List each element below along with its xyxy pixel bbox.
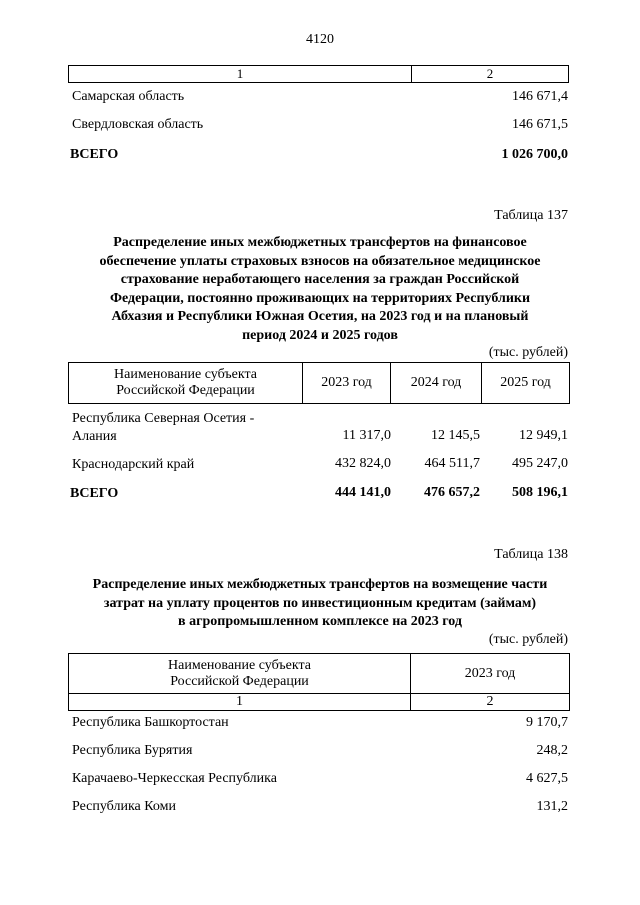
- header-2024: 2024 год: [391, 363, 482, 404]
- table138-header: [68, 653, 570, 711]
- row-name: [72, 410, 254, 446]
- title-line: Федерации, постоянно проживающих на территориях Республики: [109, 290, 531, 306]
- units-label: (тыс. рублей): [488, 345, 568, 360]
- value-2024: 12 145,5: [431, 428, 480, 443]
- header-2023: 2023 год: [303, 363, 391, 404]
- row-name: Свердловская область: [72, 117, 204, 132]
- header-col-1: 1: [69, 694, 411, 711]
- row-name-line: Республика Северная Осетия -: [72, 411, 255, 426]
- row-value: 146 671,5: [512, 117, 568, 132]
- row-value: 146 671,4: [512, 89, 568, 104]
- prev-table-header: [68, 65, 569, 83]
- table-row: [72, 456, 568, 474]
- row-name: Краснодарский край: [72, 457, 195, 472]
- header-2023: 2023 год: [411, 654, 570, 694]
- value-2023: 11 317,0: [342, 428, 391, 443]
- total-2023: 444 141,0: [335, 485, 391, 500]
- value-2023: 432 824,0: [335, 456, 391, 471]
- header-name: [69, 363, 303, 404]
- title-line: Распределение иных межбюджетных трансфертов на возмещение части: [92, 577, 548, 592]
- total-2024: 476 657,2: [424, 485, 480, 500]
- total-label: ВСЕГО: [70, 486, 119, 501]
- row-name: Республика Бурятия: [72, 743, 193, 758]
- header-2025: 2025 год: [482, 363, 570, 404]
- table-number: Таблица 138: [494, 547, 568, 562]
- header-col-2: 2: [486, 66, 494, 81]
- table-title: [70, 234, 570, 345]
- title-line: Распределение иных межбюджетных трансфертов на финансовое: [113, 235, 527, 250]
- title-line: затрат на уплату процентов по инвестиционным кредитам (займам): [103, 595, 537, 611]
- header-col-2: 2: [411, 694, 570, 711]
- title-line: Абхазия и Республики Южная Осетия, на 2023 год и на плановый: [111, 309, 529, 324]
- units-label: (тыс. рублей): [488, 632, 568, 647]
- title-line: период 2024 и 2025 годов: [242, 327, 398, 343]
- title-line: в агропромышленном комплексе на 2023 год: [178, 614, 462, 629]
- row-value: 248,2: [536, 743, 568, 758]
- table-number: Таблица 137: [494, 208, 568, 223]
- row-name: Карачаево-Черкесская Республика: [72, 771, 277, 786]
- header-name-line: Наименование субъекта: [168, 657, 311, 673]
- total-2025: 508 196,1: [512, 485, 568, 500]
- value-2025: 495 247,0: [512, 456, 568, 471]
- value-2025: 12 949,1: [519, 428, 568, 443]
- table-title: [70, 576, 570, 632]
- title-line: обеспечение уплаты страховых взносов на обязательное медицинское: [99, 253, 541, 269]
- total-row: [72, 485, 568, 503]
- row-value: 131,2: [536, 799, 568, 814]
- header-name-line: Наименование субъекта: [114, 367, 257, 382]
- header-name: [69, 654, 411, 694]
- row-value: 9 170,7: [526, 715, 568, 730]
- row-name: Республика Башкортостан: [72, 715, 229, 730]
- total-value: 1 026 700,0: [501, 147, 568, 162]
- row-name: Республика Коми: [72, 799, 176, 814]
- row-name-line: Алания: [72, 429, 117, 444]
- table137-header: [68, 362, 570, 404]
- total-label: ВСЕГО: [70, 147, 119, 162]
- title-line: страхование неработающего населения за граждан Российской: [120, 272, 520, 287]
- value-2024: 464 511,7: [424, 456, 480, 471]
- header-name-line: Российской Федерации: [170, 673, 309, 689]
- row-name: Самарская область: [72, 89, 185, 104]
- row-value: 4 627,5: [526, 771, 568, 786]
- header-name-line: Российской Федерации: [116, 383, 255, 398]
- page-number: 4120: [306, 32, 334, 47]
- header-col-1: 1: [69, 66, 412, 82]
- table-row: [72, 410, 568, 446]
